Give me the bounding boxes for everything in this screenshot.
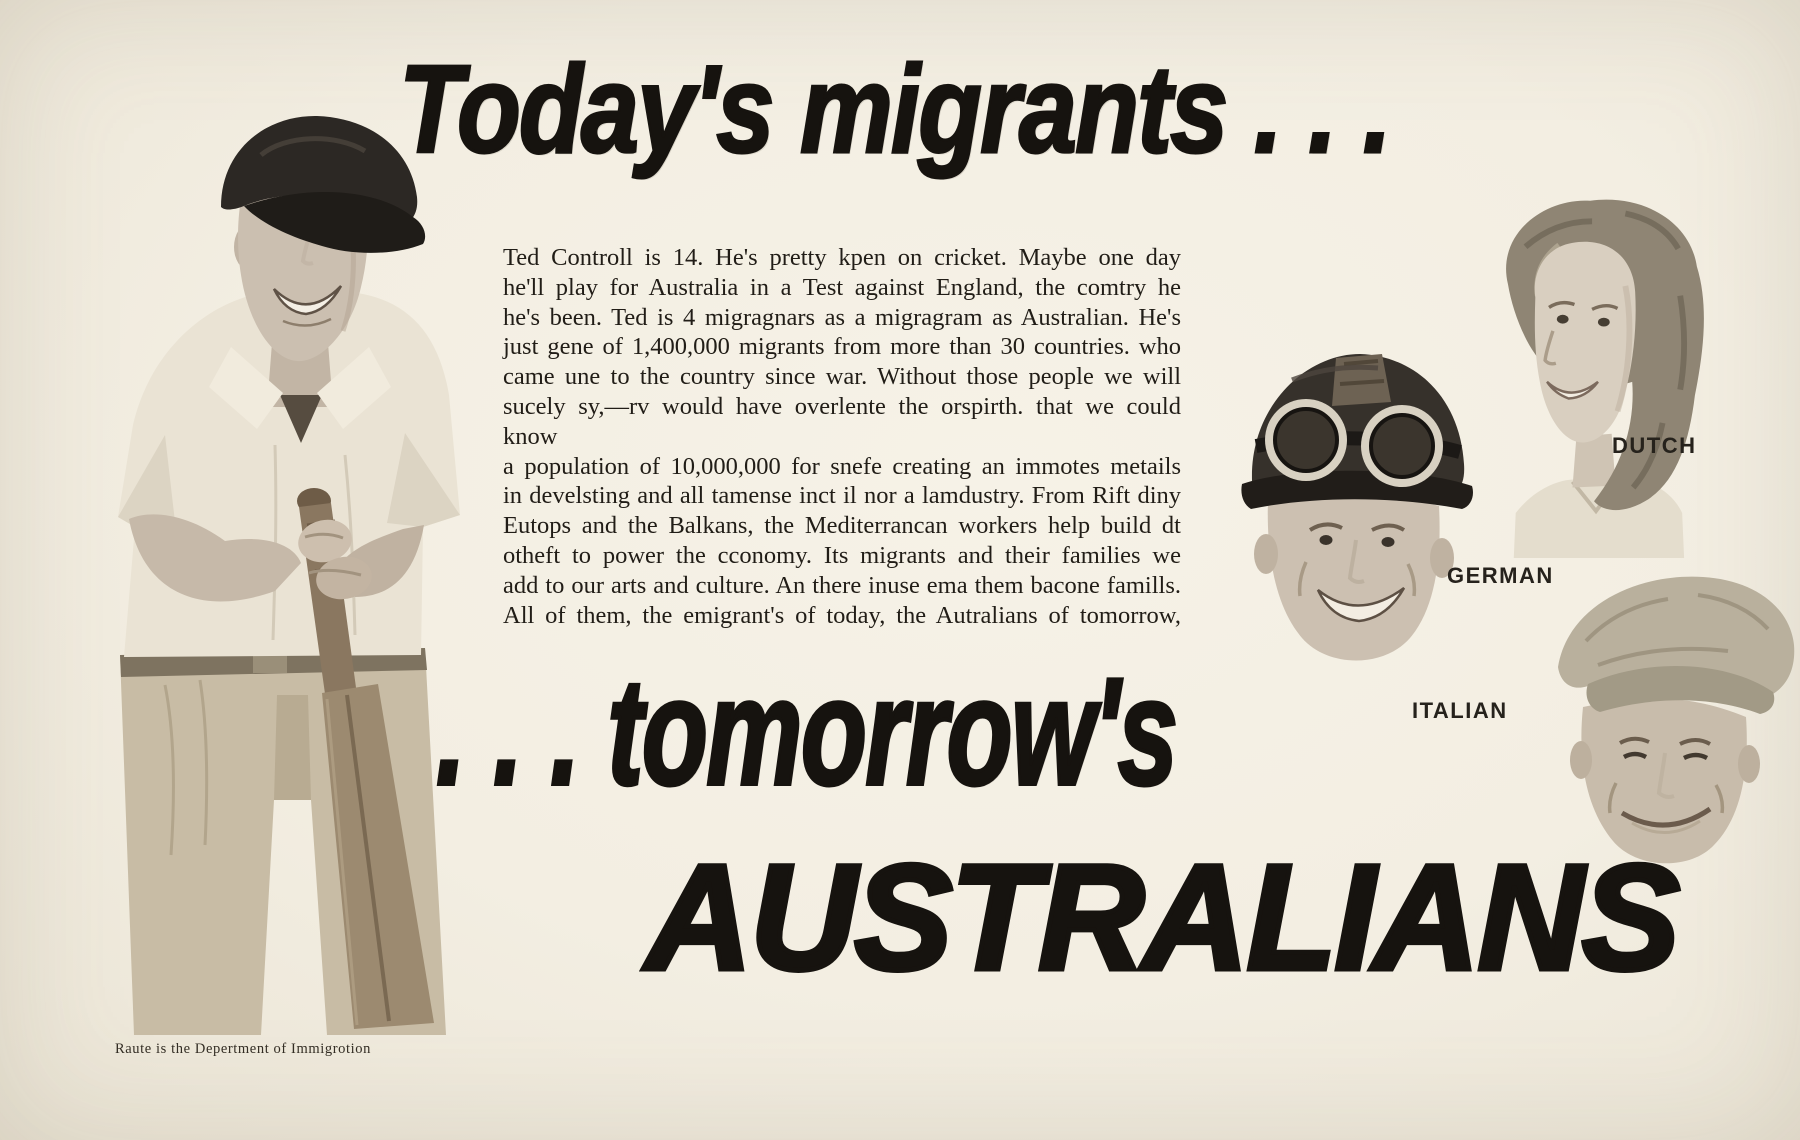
miner-ear (1254, 534, 1278, 574)
dutch-woman-photo (1478, 188, 1714, 560)
boy-with-cricket-bat-photo (25, 95, 460, 1040)
body-line-7: a population of 10,000,000 for snefe creating an immotes metails (503, 452, 1181, 480)
miner-face (1254, 493, 1454, 660)
capman-flat-cap (1558, 577, 1794, 714)
body-line-5: came une to the country since war. Without those people we will (503, 363, 1181, 391)
capman-ear (1570, 741, 1592, 779)
headline-tomorrows: . . . tomorrow's (436, 647, 1177, 817)
body-line-2: he'll play for Australia in a Test against England, the comtry he (503, 273, 1181, 301)
body-paragraph (503, 243, 1181, 630)
miner-eye (1382, 537, 1395, 547)
body-line-8: in develsting and all tamense inct il nor a lamdustry. From Rift diny (503, 482, 1181, 510)
woman-eye (1598, 318, 1610, 327)
body-line-11: add to our arts and culture. An there inuse ema them bacone famills. (503, 571, 1181, 599)
label-dutch: DUTCH (1612, 433, 1697, 458)
body-line-1: Ted Controll is 14. He's pretty kpen on cricket. Maybe one day (503, 244, 1181, 271)
miner-eye (1320, 535, 1333, 545)
headline-australians: AUSTRALIANS (646, 833, 1678, 1001)
flat-cap-man-photo (1528, 545, 1798, 875)
body-line-6: sucely sy,—rv would have overlente the orspirth. that we could know (503, 392, 1181, 450)
goggle-left-lens (1265, 399, 1347, 481)
label-german: GERMAN (1447, 563, 1554, 588)
miner-helmet (1241, 354, 1473, 509)
woman-face (1535, 242, 1636, 443)
label-italian: ITALIAN (1412, 698, 1508, 723)
body-line-3: he's been. Ted is 4 migragnars as a migragram as Australian. He's (503, 303, 1181, 331)
goggle-right-lens (1361, 405, 1443, 487)
body-line-10: otheft to power the cconomy. Its migrants and their families we (503, 541, 1181, 569)
headline-todays-migrants: Today's migrants . . . (399, 41, 1391, 179)
body-line-4: just gene of 1,400,000 migrants from more than 30 countries. who (503, 333, 1181, 361)
woman-eye (1557, 315, 1569, 324)
body-line-12: All of them, the emigrant's of today, the Autralians of tomorrow, (503, 601, 1181, 629)
body-line-9: Eutops and the Balkans, the Mediterrancan workers help build dt (503, 512, 1181, 540)
miner-with-goggles-photo (1232, 328, 1482, 668)
capman-ear (1738, 745, 1760, 783)
photo-credit-caption: Raute is the Depertment of Immigrotion (115, 1041, 371, 1057)
